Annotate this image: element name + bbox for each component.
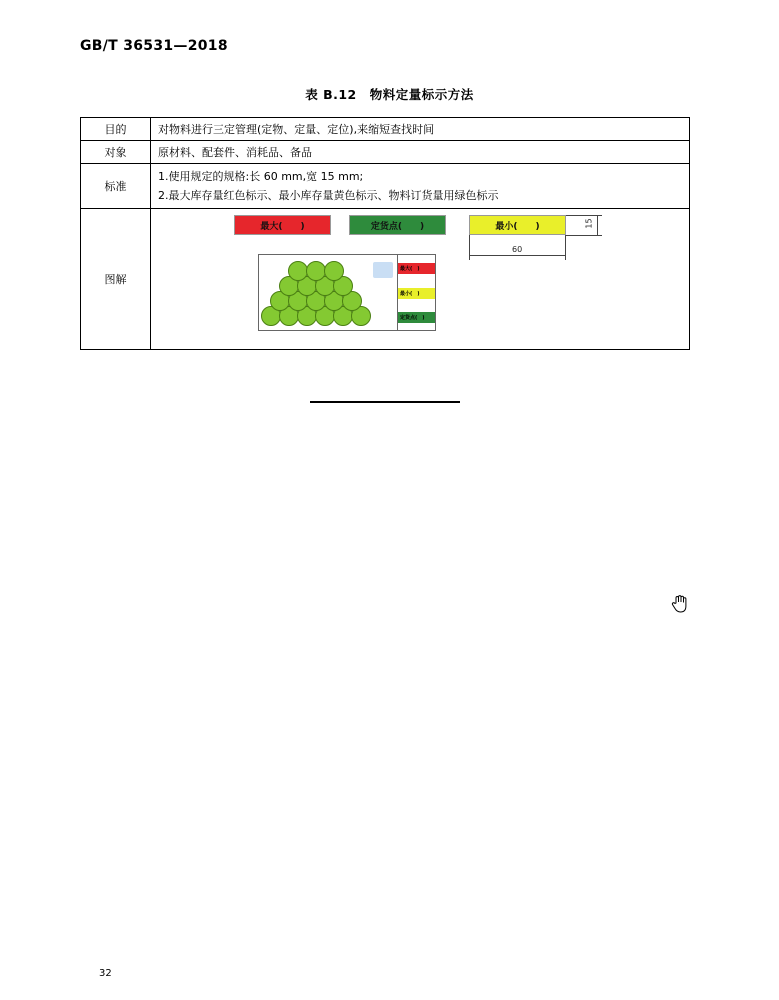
table-row bbox=[81, 118, 690, 141]
width-dim-line bbox=[597, 215, 598, 236]
material-item bbox=[306, 261, 326, 281]
row-label-object: 对象 bbox=[81, 141, 151, 164]
row-label-standard: 标准 bbox=[81, 164, 151, 209]
reorder-label-sample: 定货点( ) bbox=[349, 215, 446, 235]
standard-number: GB/T 36531—2018 bbox=[80, 38, 228, 54]
row-value-object: 原材料、配套件、消耗品、备品 bbox=[151, 141, 690, 164]
mini-max-tag: 最大( ) bbox=[398, 263, 435, 274]
shelf-marker-icon bbox=[373, 262, 393, 278]
mini-reorder-tag: 定货点( ) bbox=[398, 312, 435, 323]
length-dim-line bbox=[469, 255, 566, 256]
table-row bbox=[81, 209, 690, 350]
row-value-purpose: 对物料进行三定管理(定物、定量、定位),来缩短查找时间 bbox=[151, 118, 690, 141]
min-label-sample: 最小( ) bbox=[469, 215, 566, 235]
width-dim-value: 15 bbox=[584, 218, 594, 229]
end-of-document-rule bbox=[310, 401, 460, 403]
standard-line-1: 1.使用规定的规格:长 60 mm,宽 15 mm; bbox=[158, 170, 364, 183]
max-label-sample: 最大( ) bbox=[234, 215, 331, 235]
illustration-diagram bbox=[151, 209, 689, 349]
page-number: 32 bbox=[99, 968, 112, 979]
mini-min-tag: 最小( ) bbox=[398, 288, 435, 299]
spec-table bbox=[80, 117, 690, 350]
table-title: 表 B.12 物料定量标示方法 bbox=[305, 87, 474, 102]
length-dim-value: 60 bbox=[512, 245, 523, 254]
hand-cursor-icon bbox=[670, 594, 690, 614]
length-dim-left-ext bbox=[469, 235, 470, 260]
row-value-standard bbox=[151, 164, 690, 209]
row-label-illustration: 图解 bbox=[81, 209, 151, 350]
row-label-purpose: 目的 bbox=[81, 118, 151, 141]
table-row bbox=[81, 141, 690, 164]
standard-line-2: 2.最大库存量红色标示、最小库存量黄色标示、物料订货量用绿色标示 bbox=[158, 189, 499, 202]
material-item bbox=[324, 261, 344, 281]
illustration-cell bbox=[151, 209, 690, 350]
table-row bbox=[81, 164, 690, 209]
length-dim-right-ext bbox=[565, 235, 566, 260]
material-item bbox=[288, 261, 308, 281]
